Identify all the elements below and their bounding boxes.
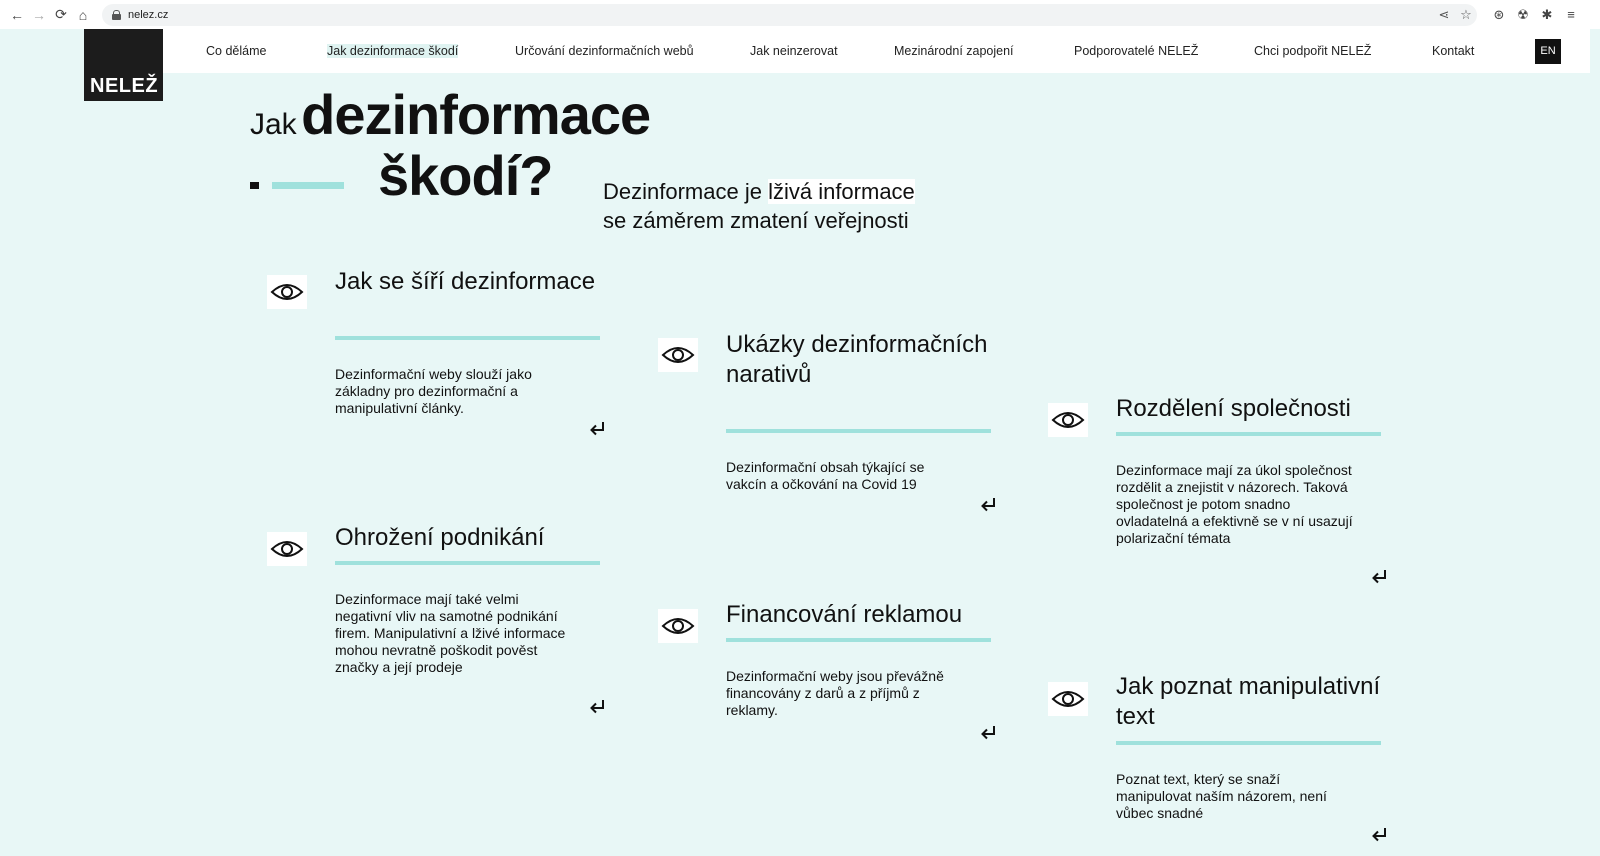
nav-co-delame[interactable]: Co děláme	[206, 44, 267, 58]
nav-urcovani-webu[interactable]: Určování dezinformačních webů	[515, 44, 694, 58]
reading-list-icon[interactable]: ≡	[1567, 7, 1575, 22]
page-title-big: dezinformace	[301, 83, 651, 146]
eye-icon	[658, 338, 698, 372]
tagline-highlight: lživá informace	[768, 179, 915, 204]
tagline	[603, 177, 915, 235]
share-icon[interactable]: ⋖	[1438, 6, 1450, 22]
nav-kontakt[interactable]: Kontakt	[1432, 44, 1475, 58]
nav-jak-neinzerovat[interactable]: Jak neinzerovat	[750, 44, 838, 58]
card-title[interactable]: Financování reklamou	[726, 601, 963, 628]
card-underline	[335, 561, 600, 565]
url-text[interactable]: nelez.cz	[128, 8, 169, 21]
browser-toolbar	[0, 0, 1600, 29]
card-text: Dezinformační weby jsou převážně financovány z darů a z příjmů z reklamy.	[726, 668, 944, 718]
tagline-part1: Dezinformace je	[603, 179, 769, 204]
card-title[interactable]: Rozdělení společnosti	[1116, 395, 1351, 422]
card-underline	[726, 638, 991, 642]
card-title[interactable]: Jak poznat manipulativní text	[1116, 673, 1381, 730]
language-en-button[interactable]: EN	[1535, 39, 1561, 64]
card-title[interactable]: Jak se šíří dezinformace	[335, 268, 596, 295]
extension-shield-icon[interactable]: ⊛	[1493, 6, 1505, 22]
nav-jak-dezinformace-skodi[interactable]: Jak dezinformace škodí	[327, 44, 459, 58]
logo-text: NELEŽ	[90, 75, 159, 97]
lock-icon[interactable]	[112, 10, 121, 20]
reload-icon[interactable]: ⟳	[55, 6, 67, 22]
card-text: Poznat text, který se snaží manipulovat naším názorem, není vůbec snadné	[1116, 771, 1327, 821]
decorative-bar	[272, 182, 344, 189]
card-text: Dezinformační obsah týkající se vakcín a očkování na Covid 19	[726, 459, 925, 492]
bookmark-star-icon[interactable]: ☆	[1460, 6, 1472, 22]
page-title-small: Jak	[250, 108, 297, 141]
card-underline	[1116, 741, 1381, 745]
page-title	[250, 82, 650, 147]
card-text: Dezinformace mají za úkol společnost rozdělit a znejistit v názorech. Taková společnost je potom snadno ovladatelná a efektivně se v ní usazují polarizační témata	[1116, 462, 1353, 546]
home-icon[interactable]: ⌂	[78, 6, 88, 23]
return-arrow-icon[interactable]	[588, 698, 606, 716]
card-title[interactable]: Ohrožení podnikání	[335, 524, 545, 551]
extension-radiation-icon[interactable]: ☢	[1517, 6, 1529, 22]
return-arrow-icon[interactable]	[588, 420, 606, 438]
eye-icon	[1048, 682, 1088, 716]
back-arrow-icon[interactable]: ←	[10, 6, 24, 23]
card-text: Dezinformace mají také velmi negativní vliv na samotné podnikání firem. Manipulativní a lživé informace mohou nevratně poškodit pověst značky a její prodeje	[335, 591, 566, 675]
eye-icon	[658, 609, 698, 643]
decorative-square	[250, 182, 259, 189]
eye-icon	[1048, 403, 1088, 437]
card-underline	[335, 336, 600, 340]
main-navigation	[163, 29, 1590, 73]
eye-icon	[267, 532, 307, 566]
eye-icon	[267, 275, 307, 309]
return-arrow-icon[interactable]	[1370, 826, 1388, 844]
address-bar[interactable]	[102, 4, 1477, 26]
nav-podporovatele[interactable]: Podporovatelé NELEŽ	[1074, 44, 1199, 58]
nav-chci-podporit[interactable]: Chci podpořit NELEŽ	[1254, 44, 1372, 58]
forward-arrow-icon[interactable]: →	[32, 6, 46, 23]
extensions-area	[1487, 7, 1583, 23]
tagline-line2: se záměrem zmatení veřejnosti	[603, 208, 909, 233]
card-title[interactable]: Ukázky dezinformačních narativů	[726, 331, 988, 388]
return-arrow-icon[interactable]	[1370, 568, 1388, 586]
card-underline	[1116, 432, 1381, 436]
puzzle-icon[interactable]: ✱	[1541, 6, 1553, 22]
site-logo[interactable]	[84, 29, 163, 101]
return-arrow-icon[interactable]	[979, 724, 997, 742]
card-underline	[726, 429, 991, 433]
card-text: Dezinformační weby slouží jako základny pro dezinformační a manipulativní články.	[335, 366, 532, 416]
page-title-line2: škodí?	[378, 144, 553, 207]
return-arrow-icon[interactable]	[979, 496, 997, 514]
nav-mezinarodni-zapojeni[interactable]: Mezinárodní zapojení	[894, 44, 1014, 58]
